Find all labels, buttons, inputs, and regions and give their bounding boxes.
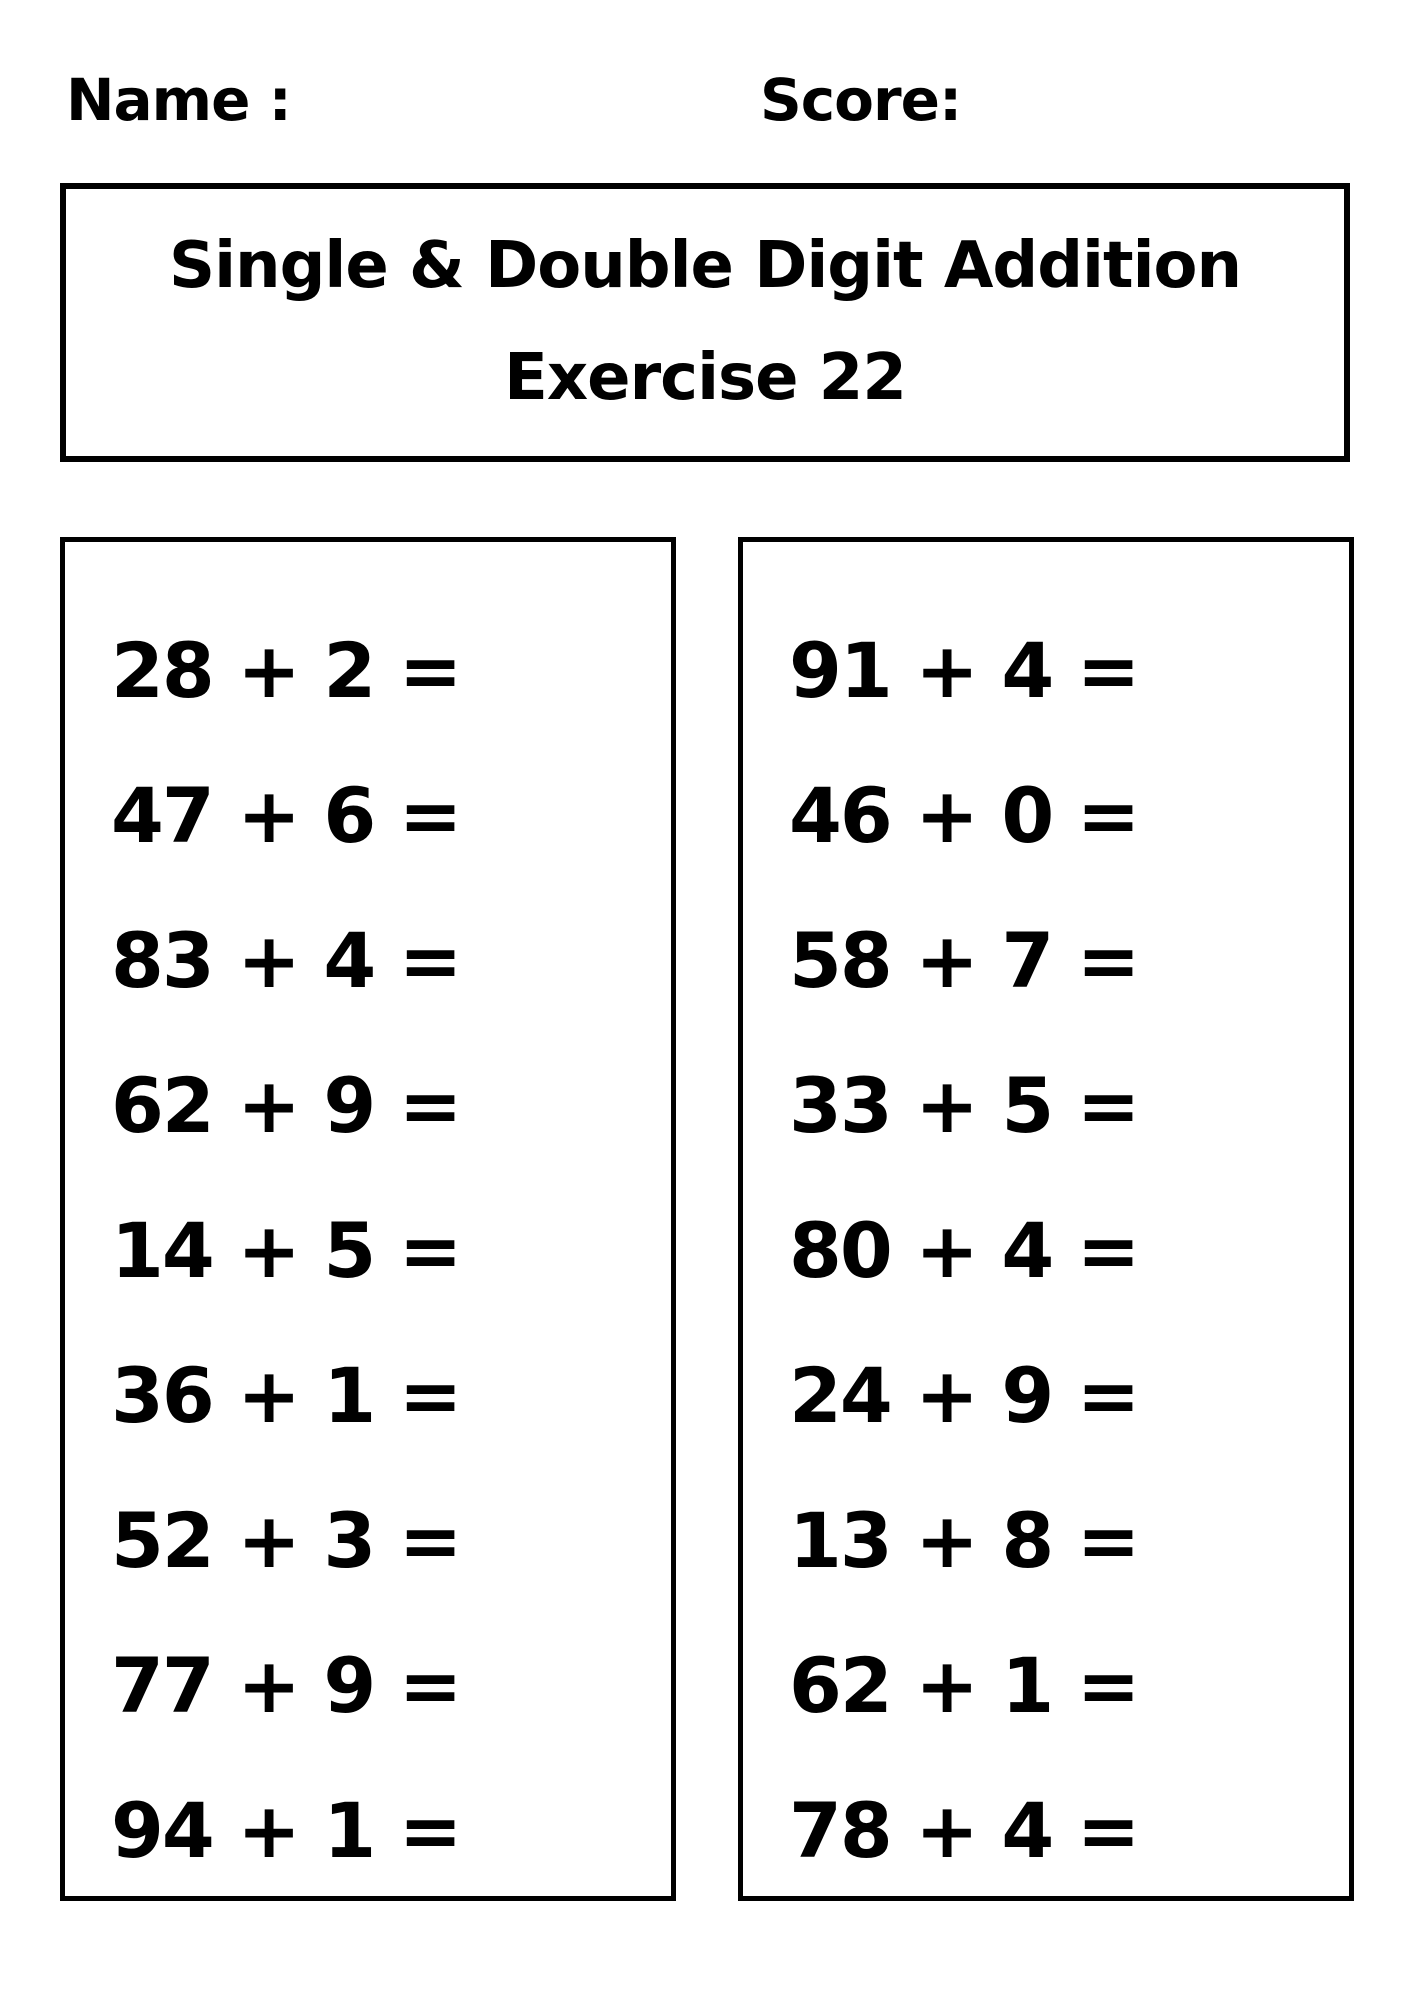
problem-item: 62 + 1 =: [789, 1641, 1139, 1730]
problem-item: 13 + 8 =: [789, 1496, 1139, 1585]
problem-item: 36 + 1 =: [111, 1351, 461, 1440]
problem-item: 58 + 7 =: [789, 916, 1139, 1005]
exercise-number: Exercise 22: [504, 341, 906, 415]
score-label: Score:: [760, 66, 962, 134]
problem-item: 24 + 9 =: [789, 1351, 1139, 1440]
problem-item: 28 + 2 =: [111, 626, 461, 715]
problem-column-right: [738, 537, 1354, 1901]
problem-item: 47 + 6 =: [111, 771, 461, 860]
problem-item: 46 + 0 =: [789, 771, 1139, 860]
name-label: Name :: [66, 66, 291, 134]
problem-item: 33 + 5 =: [789, 1061, 1139, 1150]
problem-item: 77 + 9 =: [111, 1641, 461, 1730]
problem-item: 52 + 3 =: [111, 1496, 461, 1585]
problem-item: 14 + 5 =: [111, 1206, 461, 1295]
problem-column-left: [60, 537, 676, 1901]
problem-item: 78 + 4 =: [789, 1786, 1139, 1875]
problem-item: 62 + 9 =: [111, 1061, 461, 1150]
problem-list-right: [789, 598, 1138, 1903]
problem-item: 94 + 1 =: [111, 1786, 461, 1875]
problem-item: 91 + 4 =: [789, 626, 1139, 715]
title-box: [60, 183, 1350, 462]
problem-list-left: [111, 598, 460, 1903]
problem-item: 83 + 4 =: [111, 916, 461, 1005]
worksheet-title: Single & Double Digit Addition: [168, 229, 1242, 303]
problem-item: 80 + 4 =: [789, 1206, 1139, 1295]
